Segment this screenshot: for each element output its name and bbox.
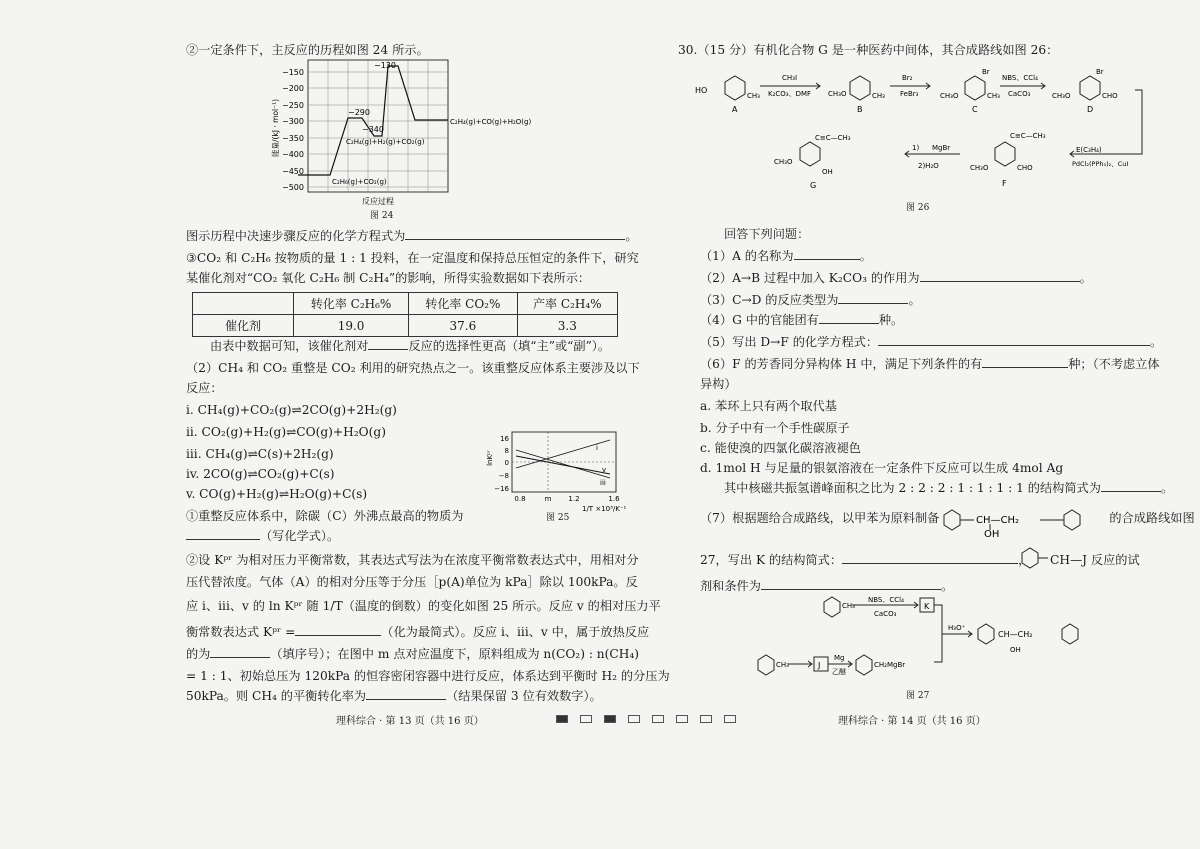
- svg-text:CaCO₃: CaCO₃: [1008, 90, 1031, 98]
- reaction-v: v. CO(g)+H₂(g)⇌H₂O(g)+C(s): [186, 487, 368, 501]
- reaction-i: i. CH₄(g)+CO₂(g)⇌2CO(g)+2H₂(g): [186, 403, 397, 417]
- page-marker: [676, 715, 688, 723]
- benzene-B: [850, 76, 870, 100]
- benzene-A: [725, 76, 745, 100]
- q7-line1: （7）根据题给合成路线，以甲苯为原料制备 的合成路线如图: [700, 511, 1195, 525]
- svg-text:−8: −8: [498, 472, 509, 480]
- svg-text:乙醚: 乙醚: [832, 668, 846, 676]
- q4: （4）G 中的官能团有 种。: [700, 313, 904, 327]
- svg-text:CHO: CHO: [1102, 92, 1118, 100]
- svg-text:−400: −400: [282, 150, 304, 159]
- q6-cont: 异构）: [700, 377, 737, 391]
- benzene-D: [1080, 76, 1100, 100]
- p2-line2: 反应：: [186, 381, 223, 395]
- k-line5: 的为 （填序号）；在图中 m 点对应温度下，原料组成为 n(CO₂) : n(CH₄): [186, 647, 640, 661]
- page-marker: [556, 715, 568, 723]
- figure-26-synthesis-route: [690, 60, 1152, 200]
- nmr-question: 其中核磁共振氢谱峰面积之比为 2 : 2 : 2 : 1 : 1 : 1 : 1 的结构简式为 。: [724, 481, 1174, 495]
- svg-text:−300: −300: [282, 117, 304, 126]
- svg-text:−250: −250: [282, 101, 304, 110]
- selectivity-question: 由表中数据可知，该催化剂对 反应的选择性更高（填“主”或“副”）。: [210, 339, 611, 353]
- svg-text:CH₂MgBr: CH₂MgBr: [874, 661, 906, 669]
- svg-text:FeBr₃: FeBr₃: [900, 90, 919, 98]
- svg-text:i: i: [596, 444, 598, 452]
- svg-text:OH: OH: [1010, 646, 1021, 654]
- svg-text:CH₃: CH₃: [842, 602, 855, 610]
- svg-text:CH₃: CH₃: [872, 92, 885, 100]
- svg-text:CH₃O: CH₃O: [1052, 92, 1071, 100]
- footer-page-13: 理科综合 · 第 13 页（共 16 页）: [336, 716, 484, 727]
- rate-step-question: 图示历程中决速步骤反应的化学方程式为 。: [186, 229, 638, 243]
- k-line7: 50kPa。则 CH₄ 的平衡转化率为 （结果保留 3 位有效数字）。: [186, 689, 602, 703]
- boiling-point-question: ①重整反应体系中，除碳（C）外沸点最高的物质为: [186, 509, 464, 523]
- fig26-caption: 图 26: [906, 203, 930, 213]
- figure-27-route: [752, 592, 1112, 688]
- svg-text:Br: Br: [982, 68, 990, 76]
- svg-text:1.2: 1.2: [568, 495, 580, 503]
- reaction-iv: iv. 2CO(g)⇌CO₂(g)+C(s): [186, 467, 335, 481]
- svg-text:1/T ×10³/K⁻¹: 1/T ×10³/K⁻¹: [582, 505, 627, 513]
- svg-text:反应过程: 反应过程: [362, 197, 394, 206]
- svg-text:CH₃: CH₃: [747, 92, 760, 100]
- svg-text:K₂CO₃、DMF: K₂CO₃、DMF: [768, 90, 812, 98]
- svg-text:CH—CH₂: CH—CH₂: [998, 630, 1033, 639]
- svg-text:C≡C—CH₃: C≡C—CH₃: [815, 134, 851, 142]
- benzene-G: [800, 142, 820, 166]
- svg-text:m: m: [544, 495, 552, 503]
- svg-text:−290: −290: [348, 108, 370, 117]
- cond-d: d. 1mol H 与足量的银氨溶液在一定条件下反应可以生成 4mol Ag: [700, 461, 1064, 475]
- q7-target-structure: [940, 502, 1100, 538]
- svg-text:C₂H₄(g)+H₂(g)+CO₂(g): C₂H₄(g)+H₂(g)+CO₂(g): [346, 138, 425, 146]
- svg-text:CH₃O: CH₃O: [774, 158, 793, 166]
- page-marker: [652, 715, 664, 723]
- svg-text:MgBr: MgBr: [932, 144, 951, 152]
- svg-text:NBS、CCl₄: NBS、CCl₄: [1002, 74, 1038, 82]
- page-marker: [628, 715, 640, 723]
- answer-intro: 回答下列问题：: [724, 227, 810, 241]
- fig24-curve: [298, 66, 448, 175]
- svg-text:iii: iii: [600, 479, 606, 487]
- catalyst-data-table: 转化率 C₂H₆% 转化率 CO₂% 产率 C₂H₄% 催化剂 19.0 37.6 3.3: [192, 292, 618, 337]
- page-marker: [724, 715, 736, 723]
- svg-text:−450: −450: [282, 167, 304, 176]
- k-line3: 应 i、iii、v 的 ln Kᵖʳ 随 1/T（温度的倒数）的变化如图 25 所示。反应 v 的相对压力平: [186, 599, 661, 613]
- svg-text:lnKᵖʳ: lnKᵖʳ: [486, 450, 494, 466]
- svg-text:v: v: [602, 466, 607, 474]
- fig24-caption: 图 24: [370, 211, 394, 221]
- svg-text:0: 0: [504, 459, 509, 467]
- q2-intro: ②一定条件下，主反应的历程如图 24 所示。: [186, 43, 429, 57]
- q3: （3）C→D 的反应类型为 。: [700, 293, 921, 307]
- svg-text:PdCl₂(PPh₃)₂、CuI: PdCl₂(PPh₃)₂、CuI: [1072, 160, 1129, 168]
- q27-line: 27，写出 K 的结构简式： ，: [700, 553, 1031, 567]
- svg-text:1): 1): [912, 144, 920, 152]
- fig24-ylabel: 能量/(kJ · mol⁻¹): [271, 98, 280, 158]
- svg-text:CHO: CHO: [1017, 164, 1033, 172]
- cond-b: b. 分子中有一个手性碳原子: [700, 421, 850, 435]
- cond-c: c. 能使溴的四氯化碳溶液褪色: [700, 441, 861, 455]
- svg-text:0.8: 0.8: [514, 495, 526, 503]
- p3-line2: 某催化剂对“CO₂ 氧化 C₂H₆ 制 C₂H₄”的影响，所得实验数据如下表所示：: [186, 271, 591, 285]
- svg-text:−350: −350: [282, 134, 304, 143]
- svg-text:−16: −16: [494, 485, 509, 493]
- p3-line1: ③CO₂ 和 C₂H₆ 按物质的量 1 : 1 投料，在一定温度和保持总压恒定的条件下，研究: [186, 251, 639, 265]
- svg-text:CH₃O: CH₃O: [970, 164, 989, 172]
- q27-line2: 剂和条件为 。: [700, 579, 954, 593]
- figure-25-lnK-chart: [486, 428, 631, 514]
- svg-text:Br: Br: [1096, 68, 1104, 76]
- k-line4: 衡常数表达式 Kᵖʳ = （化为最简式）。反应 i、iii、v 中，属于放热反应: [186, 625, 650, 639]
- svg-text:C₂H₆(g)+CO₂(g): C₂H₆(g)+CO₂(g): [332, 178, 387, 186]
- reaction-iii: iii. CH₄(g)⇌C(s)+2H₂(g): [186, 447, 334, 461]
- k-line1: ②设 Kᵖʳ 为相对压力平衡常数，其表达式写法为在浓度平衡常数表达式中，用相对分: [186, 553, 639, 567]
- svg-text:K: K: [924, 602, 930, 611]
- svg-text:CH₃O: CH₃O: [940, 92, 959, 100]
- q6: （6）F 的芳香同分异构体 H 中，满足下列条件的有 种；（不考虑立体: [700, 357, 1160, 371]
- svg-text:CH₃O: CH₃O: [828, 90, 847, 98]
- svg-text:NBS、CCl₄: NBS、CCl₄: [868, 596, 904, 604]
- k-line6: = 1 : 1、初始总压为 120kPa 的恒容密闭容器中进行反应，体系达到平衡时 H₂ 的分压为: [186, 669, 670, 683]
- svg-text:CaCO₃: CaCO₃: [874, 610, 897, 618]
- svg-text:J: J: [818, 661, 821, 670]
- svg-text:C≡C—CH₃: C≡C—CH₃: [1010, 132, 1046, 140]
- fig25-caption: 图 25: [546, 513, 570, 523]
- svg-text:HO: HO: [695, 86, 708, 95]
- footer-page-14: 理科综合 · 第 14 页（共 16 页）: [838, 716, 986, 727]
- svg-text:D: D: [1087, 105, 1094, 114]
- svg-text:C₂H₄(g)+CO(g)+H₂O(g): C₂H₄(g)+CO(g)+H₂O(g): [450, 118, 532, 126]
- q30-title: 30.（15 分）有机化合物 G 是一种医药中间体，其合成路线如图 26：: [678, 43, 1059, 57]
- svg-text:CH—CH₂: CH—CH₂: [976, 515, 1020, 526]
- svg-text:−200: −200: [282, 84, 304, 93]
- svg-text:B: B: [857, 105, 863, 114]
- svg-text:E(C₃H₄): E(C₃H₄): [1076, 146, 1102, 154]
- page-marker: [580, 715, 592, 723]
- svg-text:−150: −150: [282, 68, 304, 77]
- boiling-point-answer: （写化学式）。: [186, 528, 339, 544]
- k-line2: 压代替浓度。气体（A）的相对分压等于分压［p(A)单位为 kPa］除以 100kPa。反: [186, 575, 638, 589]
- svg-text:Mg: Mg: [834, 654, 845, 662]
- svg-text:H₃O⁺: H₃O⁺: [948, 624, 966, 632]
- page-marker: [700, 715, 712, 723]
- reaction-ii: ii. CO₂(g)+H₂(g)⇌CO(g)+H₂O(g): [186, 425, 386, 439]
- svg-text:−500: −500: [282, 183, 304, 192]
- p2-line1: （2）CH₄ 和 CO₂ 重整是 CO₂ 利用的研究热点之一。该重整反应体系主要涉及以下: [186, 361, 640, 375]
- svg-text:8: 8: [504, 447, 509, 455]
- q2: （2）A→B 过程中加入 K₂CO₃ 的作用为 。: [700, 271, 1092, 285]
- svg-text:F: F: [1002, 179, 1007, 188]
- svg-text:C: C: [972, 105, 978, 114]
- svg-text:16: 16: [500, 435, 509, 443]
- benzene-F: [995, 142, 1015, 166]
- svg-text:−130: −130: [374, 61, 396, 70]
- svg-text:1.6: 1.6: [608, 495, 620, 503]
- svg-text:OH: OH: [822, 168, 833, 176]
- benzene-C: [965, 76, 985, 100]
- svg-text:CH₃: CH₃: [776, 661, 789, 669]
- fig27-caption: 图 27: [906, 691, 930, 701]
- svg-text:A: A: [732, 105, 738, 114]
- fig25-line-v: [516, 456, 610, 474]
- svg-text:G: G: [810, 181, 817, 190]
- q27-cont: CH—J 反应的试: [1050, 553, 1140, 567]
- q1: （1）A 的名称为 。: [700, 249, 872, 263]
- svg-text:CH₃I: CH₃I: [782, 74, 798, 82]
- svg-text:−340: −340: [362, 125, 384, 134]
- page-marker: [604, 715, 616, 723]
- svg-text:OH: OH: [984, 529, 1000, 538]
- q5: （5）写出 D→F 的化学方程式： 。: [700, 335, 1163, 349]
- figure-24-energy-diagram: [270, 58, 540, 208]
- svg-text:Br₂: Br₂: [902, 74, 913, 82]
- cond-a: a. 苯环上只有两个取代基: [700, 399, 837, 413]
- svg-text:2)H₂O: 2)H₂O: [918, 162, 939, 170]
- svg-text:CH₃: CH₃: [987, 92, 1000, 100]
